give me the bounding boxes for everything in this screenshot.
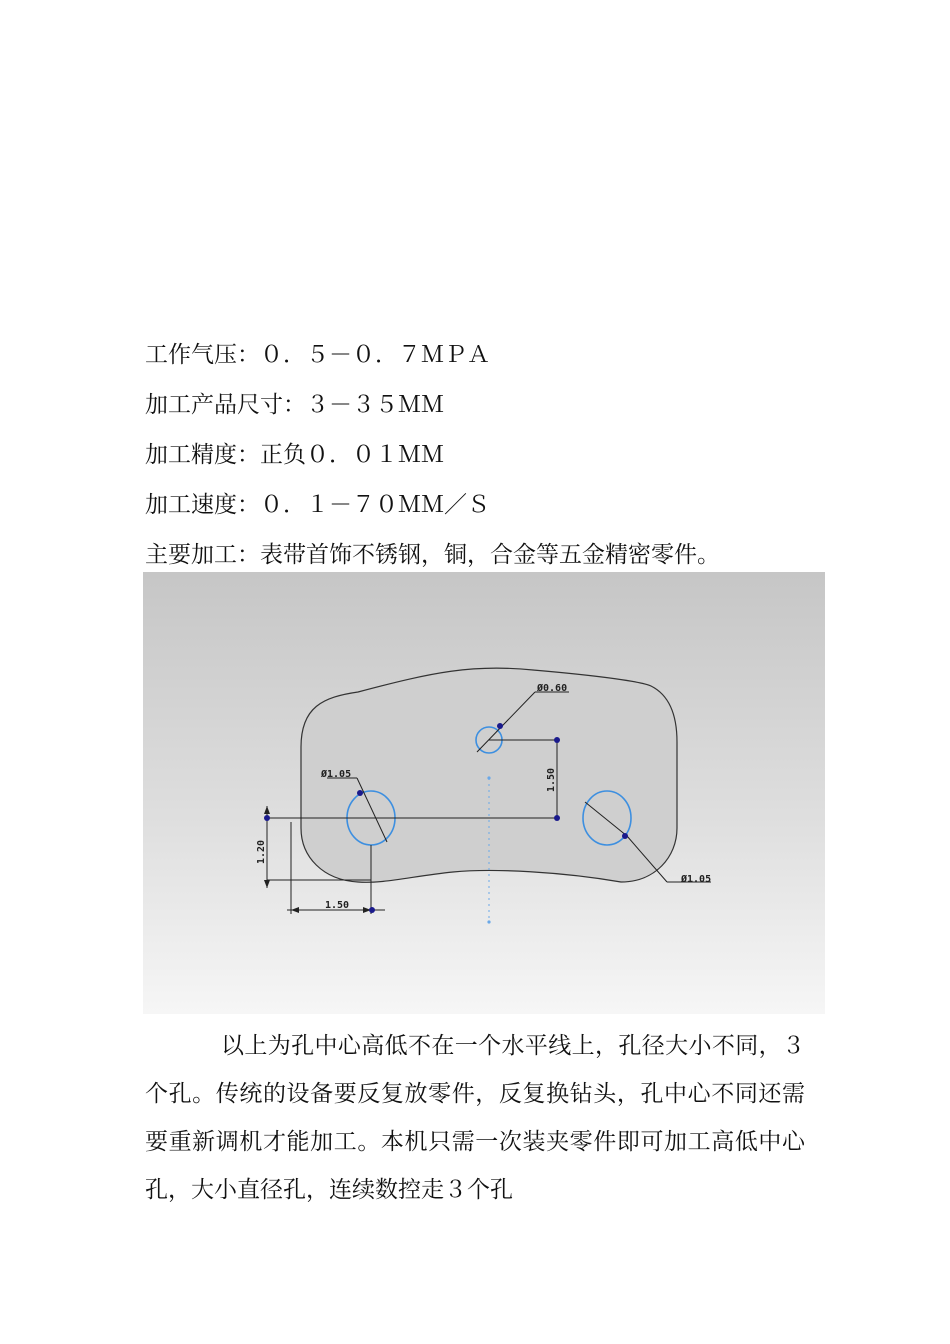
spec-list [145,330,825,580]
dim-label-hole-right: Ø1.05 [681,874,712,885]
spec-main-processing: 主要加工：表带首饰不锈钢，铜，合金等五金精密零件。 [145,542,720,568]
description-paragraph: 以上为孔中心高低不在一个水平线上，孔径大小不同，３个孔。传统的设备要反复放零件，反复换钻头，孔中心不同还需要重新调机才能加工。本机只需一次装夹零件即可加工高低中心孔，大小直径孔，连续数控走３个孔 [145,1033,805,1203]
dim-label-vertical-offset: 1.50 [546,767,557,792]
spec-working-pressure: 工作气压：０．５－０．７ＭＰＡ [145,342,490,368]
spec-speed: 加工速度：０．１－７０ＭＭ／Ｓ [145,492,490,518]
center-point-top [487,776,490,779]
dim-label-left-width: 1.50 [325,900,350,911]
center-point-bottom [487,920,490,923]
spec-product-size: 加工产品尺寸：３－３５ＭＭ [145,392,444,418]
dim-label-hole-left: Ø1.05 [321,769,352,780]
cad-drawing [143,572,825,1014]
dim-label-left-height: 1.20 [256,839,267,864]
cad-drawing-svg [143,572,825,1014]
dim-label-hole-small: Ø0.60 [537,683,568,694]
spec-precision: 加工精度：正负０．０１ＭＭ [145,442,444,468]
